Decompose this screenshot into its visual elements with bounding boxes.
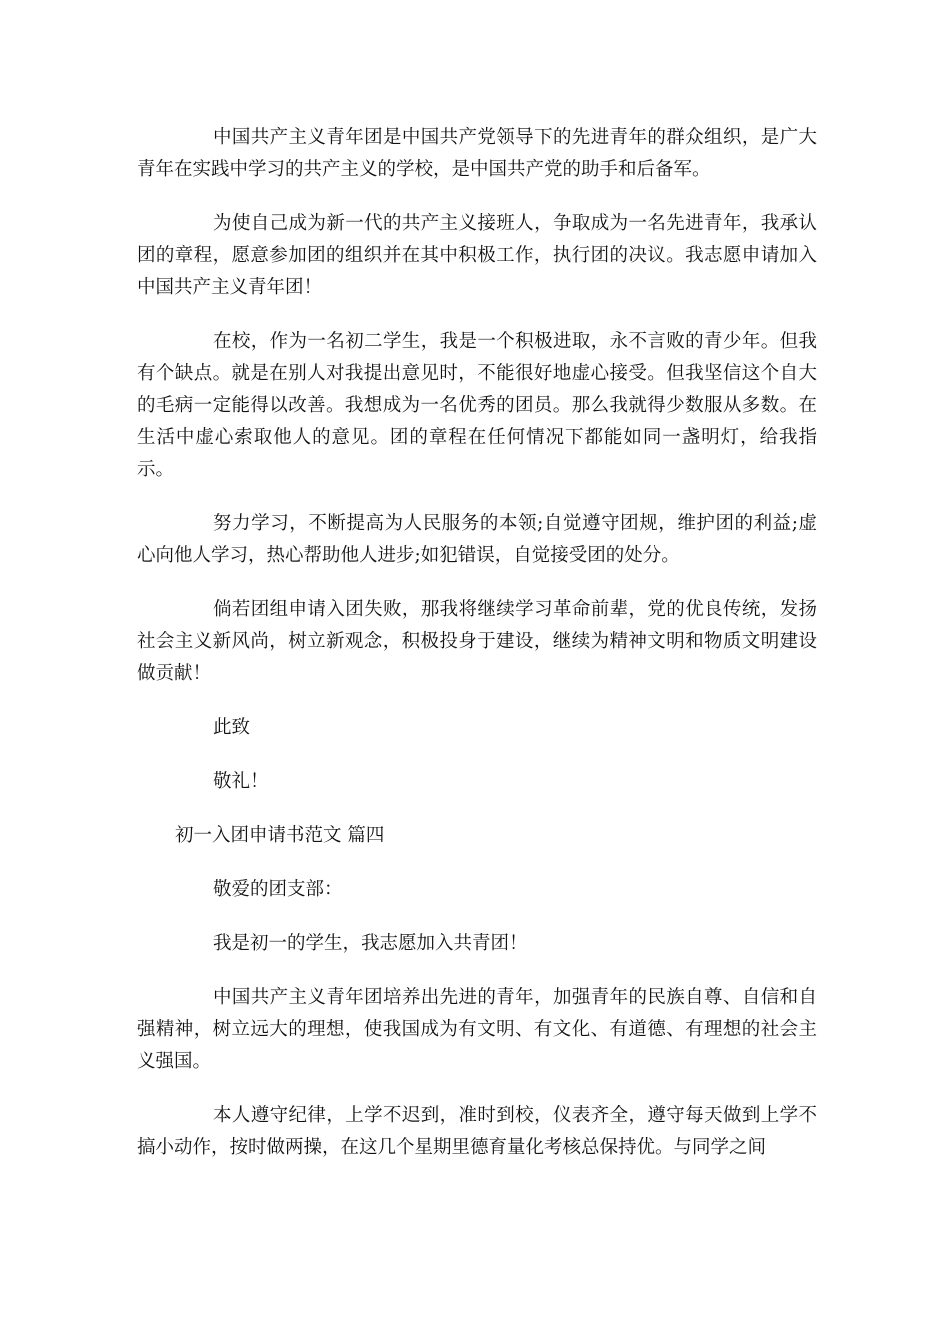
paragraph-discipline: 本人遵守纪律，上学不迟到，准时到校，仪表齐全，遵守每天做到上学不搞小动作，按时做两操，在这几个星期里德育量化考核总保持优。与同学之间 <box>137 1105 817 1158</box>
paragraph-student-intro: 我是初一的学生，我志愿加入共青团！ <box>213 933 528 954</box>
letter-greeting: 敬爱的团支部： <box>213 879 343 900</box>
paragraph-if-rejected: 倘若团组申请入团失败，那我将继续学习革命前辈，党的优良传统，发扬社会主义新风尚，树立新观念，积极投身于建设，继续为精神文明和物质文明建设做贡献！ <box>137 599 817 684</box>
paragraph-commitments: 努力学习，不断提高为人民服务的本领;自觉遵守团规，维护团的利益;虚心向他人学习，热心帮助他人进步;如犯错误，自觉接受团的处分。 <box>137 513 817 566</box>
closing-respect: 敬礼！ <box>213 771 269 792</box>
document-body <box>137 122 817 1186</box>
closing-salutation: 此致 <box>213 717 251 738</box>
paragraph-application-pledge: 为使自己成为新一代的共产主义接班人，争取成为一名先进青年，我承认团的章程，愿意参加团的组织并在其中积极工作，执行团的决议。我志愿申请加入中国共产主义青年团！ <box>137 213 817 298</box>
paragraph-self-assessment: 在校，作为一名初二学生，我是一个积极进取，永不言败的青少年。但我有个缺点。就是在别人对我提出意见时，不能很好地虚心接受。但我坚信这个自大的毛病一定能得以改善。我想成为一名优秀的团员。那么我就得少数服从多数。在生活中虚心索取他人的意见。团的章程在任何情况下都能如同一盏明灯，给我指示。 <box>137 331 817 480</box>
paragraph-youth-league-intro: 中国共产主义青年团是中国共产党领导下的先进青年的群众组织，是广大青年在实践中学习的共产主义的学校，是中国共产党的助手和后备军。 <box>137 127 817 180</box>
paragraph-league-purpose: 中国共产主义青年团培养出先进的青年，加强青年的民族自尊、自信和自强精神，树立远大的理想，使我国成为有文明、有文化、有道德、有理想的社会主义强国。 <box>137 987 817 1072</box>
section-heading: 初一入团申请书范文 篇四 <box>175 825 385 846</box>
